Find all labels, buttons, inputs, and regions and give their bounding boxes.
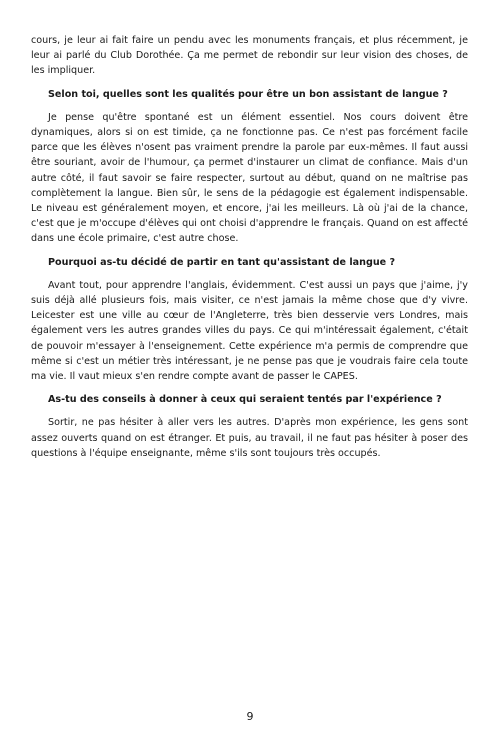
page-number: 9 — [246, 710, 254, 723]
page-body — [31, 33, 468, 461]
answer-paragraph-2: Avant tout, pour apprendre l'anglais, évidemment. C'est aussi un pays que j'aime, j'y suis déjà allé plusieurs fois, mais visiter, ce n'est jamais la même chose que d'y vivre. Leicester est une ville au cœur de l'Angleterre, très bien desservie vers Londres, mais également vers les autres grandes villes du pays. Ce qui m'intéressait également, c'était de pouvoir m'essayer à l'enseignement. Cette expérience m'a permis de comprendre que même si c'est un métier très intéressant, je ne pense pas que je voudrais faire cela toute ma vie. Il vaut mieux s'en rendre compte avant de passer le CAPES. — [31, 279, 468, 383]
paragraph-continuation: cours, je leur ai fait faire un pendu avec les monuments français, et plus récemment, je leur ai parlé du Club Dorothée. Ça me permet de rebondir sur leur vision des choses, de les impliquer. — [31, 35, 468, 77]
question-heading-2: Pourquoi as-tu décidé de partir en tant qu'assistant de langue ? — [48, 256, 396, 268]
answer-paragraph-1: Je pense qu'être spontané est un élément essentiel. Nos cours doivent être dynamiques, alors si on est timide, ça ne fonctionne pas. Ce n'est pas forcément facile parce que les élèves n'osent pas vraiment prendre la parole par eux-mêmes. Il faut aussi être souriant, avoir de l'humour, ça permet d'instaurer un climat de confiance. Mais d'un autre côté, il faut savoir se faire respecter, surtout au début, quand on ne maîtrise pas complètement la langue. Bien sûr, le sens de la pédagogie est également indispensable. Le niveau est généralement moyen, et encore, j'ai les meilleurs. Là où j'ai de la chance, c'est que je m'occupe d'élèves qui ont choisi d'apprendre le français. Quand on est affecté dans une école primaire, c'est autre chose. — [31, 111, 468, 245]
question-heading-1: Selon toi, quelles sont les qualités pour être un bon assistant de langue ? — [48, 88, 448, 100]
answer-paragraph-3: Sortir, ne pas hésiter à aller vers les autres. D'après mon expérience, les gens sont assez ouverts quand on est étranger. Et puis, au travail, il ne faut pas hésiter à poser des questions à l'équipe enseignante, même s'ils sont toujours très occupés. — [31, 417, 468, 459]
question-heading-3: As-tu des conseils à donner à ceux qui seraient tentés par l'expérience ? — [48, 394, 442, 406]
